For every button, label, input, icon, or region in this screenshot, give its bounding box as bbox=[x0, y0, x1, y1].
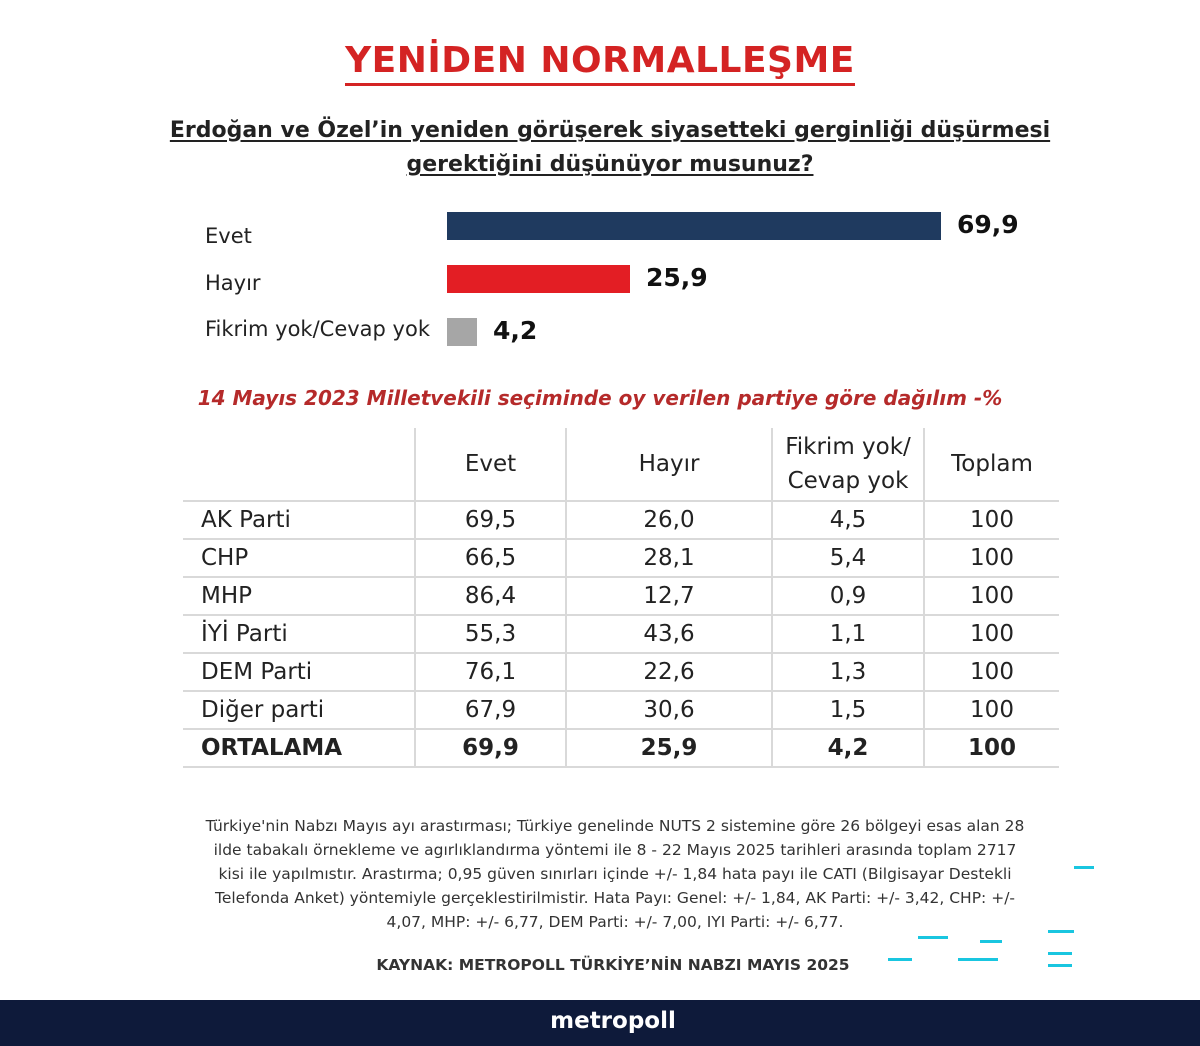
bar bbox=[447, 265, 630, 293]
table-cell: 55,3 bbox=[415, 615, 566, 653]
row-party-name: AK Parti bbox=[183, 501, 415, 539]
table-cell: 69,5 bbox=[415, 501, 566, 539]
table-cell: 100 bbox=[924, 501, 1059, 539]
row-party-name: ORTALAMA bbox=[183, 729, 415, 767]
table-row bbox=[183, 501, 1059, 539]
table-row bbox=[183, 539, 1059, 577]
party-breakdown-table bbox=[183, 428, 1059, 768]
question-line-2: gerektiğini düşünüyor musunuz? bbox=[406, 152, 814, 177]
bar-value-label: 25,9 bbox=[646, 263, 708, 292]
header-hayir: Hayır bbox=[566, 428, 772, 501]
table-header-row bbox=[183, 428, 1059, 501]
table-cell: 100 bbox=[924, 577, 1059, 615]
table-cell: 5,4 bbox=[772, 539, 924, 577]
artifact-line bbox=[958, 958, 998, 961]
table-cell: 30,6 bbox=[566, 691, 772, 729]
row-party-name: İYİ Parti bbox=[183, 615, 415, 653]
bar bbox=[447, 212, 941, 240]
question-line-1: Erdoğan ve Özel’in yeniden görüşerek siyasetteki gerginliği düşürmesi bbox=[169, 118, 1051, 143]
source-line: KAYNAK: METROPOLL TÜRKİYE’NİN NABZI MAYIS 2025 bbox=[376, 956, 850, 974]
row-party-name: MHP bbox=[183, 577, 415, 615]
artifact-line bbox=[980, 940, 1002, 943]
table-cell: 66,5 bbox=[415, 539, 566, 577]
table-cell: 100 bbox=[924, 691, 1059, 729]
artifact-line bbox=[1048, 930, 1074, 933]
artifact-line bbox=[1074, 866, 1094, 869]
table-cell: 100 bbox=[924, 615, 1059, 653]
metropoll-logo: metropoll bbox=[550, 1008, 676, 1034]
header-fikrim-line2: Cevap yok bbox=[787, 468, 909, 494]
table-cell: 1,5 bbox=[772, 691, 924, 729]
header-evet: Evet bbox=[415, 428, 566, 501]
table-cell: 28,1 bbox=[566, 539, 772, 577]
table-row bbox=[183, 691, 1059, 729]
table-cell: 4,2 bbox=[772, 729, 924, 767]
chart-title-text: YENİDEN NORMALLEŞME bbox=[345, 40, 855, 86]
table-row bbox=[183, 729, 1059, 767]
bar-label: Fikrim yok/Cevap yok bbox=[205, 317, 430, 341]
table-cell: 0,9 bbox=[772, 577, 924, 615]
table-cell: 100 bbox=[924, 653, 1059, 691]
table-cell: 25,9 bbox=[566, 729, 772, 767]
table-cell: 86,4 bbox=[415, 577, 566, 615]
table-cell: 100 bbox=[924, 729, 1059, 767]
table-cell: 76,1 bbox=[415, 653, 566, 691]
bar-value-label: 69,9 bbox=[957, 210, 1019, 239]
header-party bbox=[183, 428, 415, 501]
bar-chart bbox=[0, 0, 1200, 380]
table-cell: 100 bbox=[924, 539, 1059, 577]
bar-label: Hayır bbox=[205, 271, 261, 295]
row-party-name: CHP bbox=[183, 539, 415, 577]
footer-bar bbox=[0, 1000, 1200, 1046]
table-cell: 1,3 bbox=[772, 653, 924, 691]
table-cell: 22,6 bbox=[566, 653, 772, 691]
table-cell: 12,7 bbox=[566, 577, 772, 615]
table-row bbox=[183, 615, 1059, 653]
methodology-note: Türkiye'nin Nabzı Mayıs ayı arastırması; Türkiye genelinde NUTS 2 sistemine göre 26 bölgeyi esas alan 28 ilde tabakalı örnekleme ve agırlıklandırma yöntemi ile 8 - 22 Mayıs 2025 tarihleri arasında toplam 2717 kisi ile yapılmıstır. Arastırma; 0,95 güven sınırları içinde +/- 1,84 hata payı ile CATI (Bilgisayar Destekli Telefonda Anket) yöntemiyle gerçeklestirilmistir. Hata Payı: Genel: +/- 1,84, AK Parti: +/- 3,42, CHP: +/- 4,07, MHP: +/- 6,77, DEM Parti: +/- 7,00, IYI Parti: +/- 6,77. bbox=[205, 817, 1025, 931]
table-row bbox=[183, 653, 1059, 691]
table-cell: 4,5 bbox=[772, 501, 924, 539]
row-party-name: DEM Parti bbox=[183, 653, 415, 691]
bar-value-label: 4,2 bbox=[493, 316, 538, 345]
row-party-name: Diğer parti bbox=[183, 691, 415, 729]
table-subtitle: 14 Mayıs 2023 Milletvekili seçiminde oy verilen partiye göre dağılım -% bbox=[197, 386, 1003, 410]
table-cell: 1,1 bbox=[772, 615, 924, 653]
table-cell: 43,6 bbox=[566, 615, 772, 653]
artifact-line bbox=[1048, 952, 1072, 955]
header-fikrim-yok bbox=[772, 428, 924, 501]
table-row bbox=[183, 577, 1059, 615]
table-cell: 26,0 bbox=[566, 501, 772, 539]
artifact-line bbox=[918, 936, 948, 939]
artifact-line bbox=[888, 958, 912, 961]
header-fikrim-line1: Fikrim yok/ bbox=[785, 434, 911, 460]
table-cell: 67,9 bbox=[415, 691, 566, 729]
header-toplam: Toplam bbox=[924, 428, 1059, 501]
table-cell: 69,9 bbox=[415, 729, 566, 767]
bar-label: Evet bbox=[205, 224, 252, 248]
bar bbox=[447, 318, 477, 346]
artifact-line bbox=[1048, 964, 1072, 967]
